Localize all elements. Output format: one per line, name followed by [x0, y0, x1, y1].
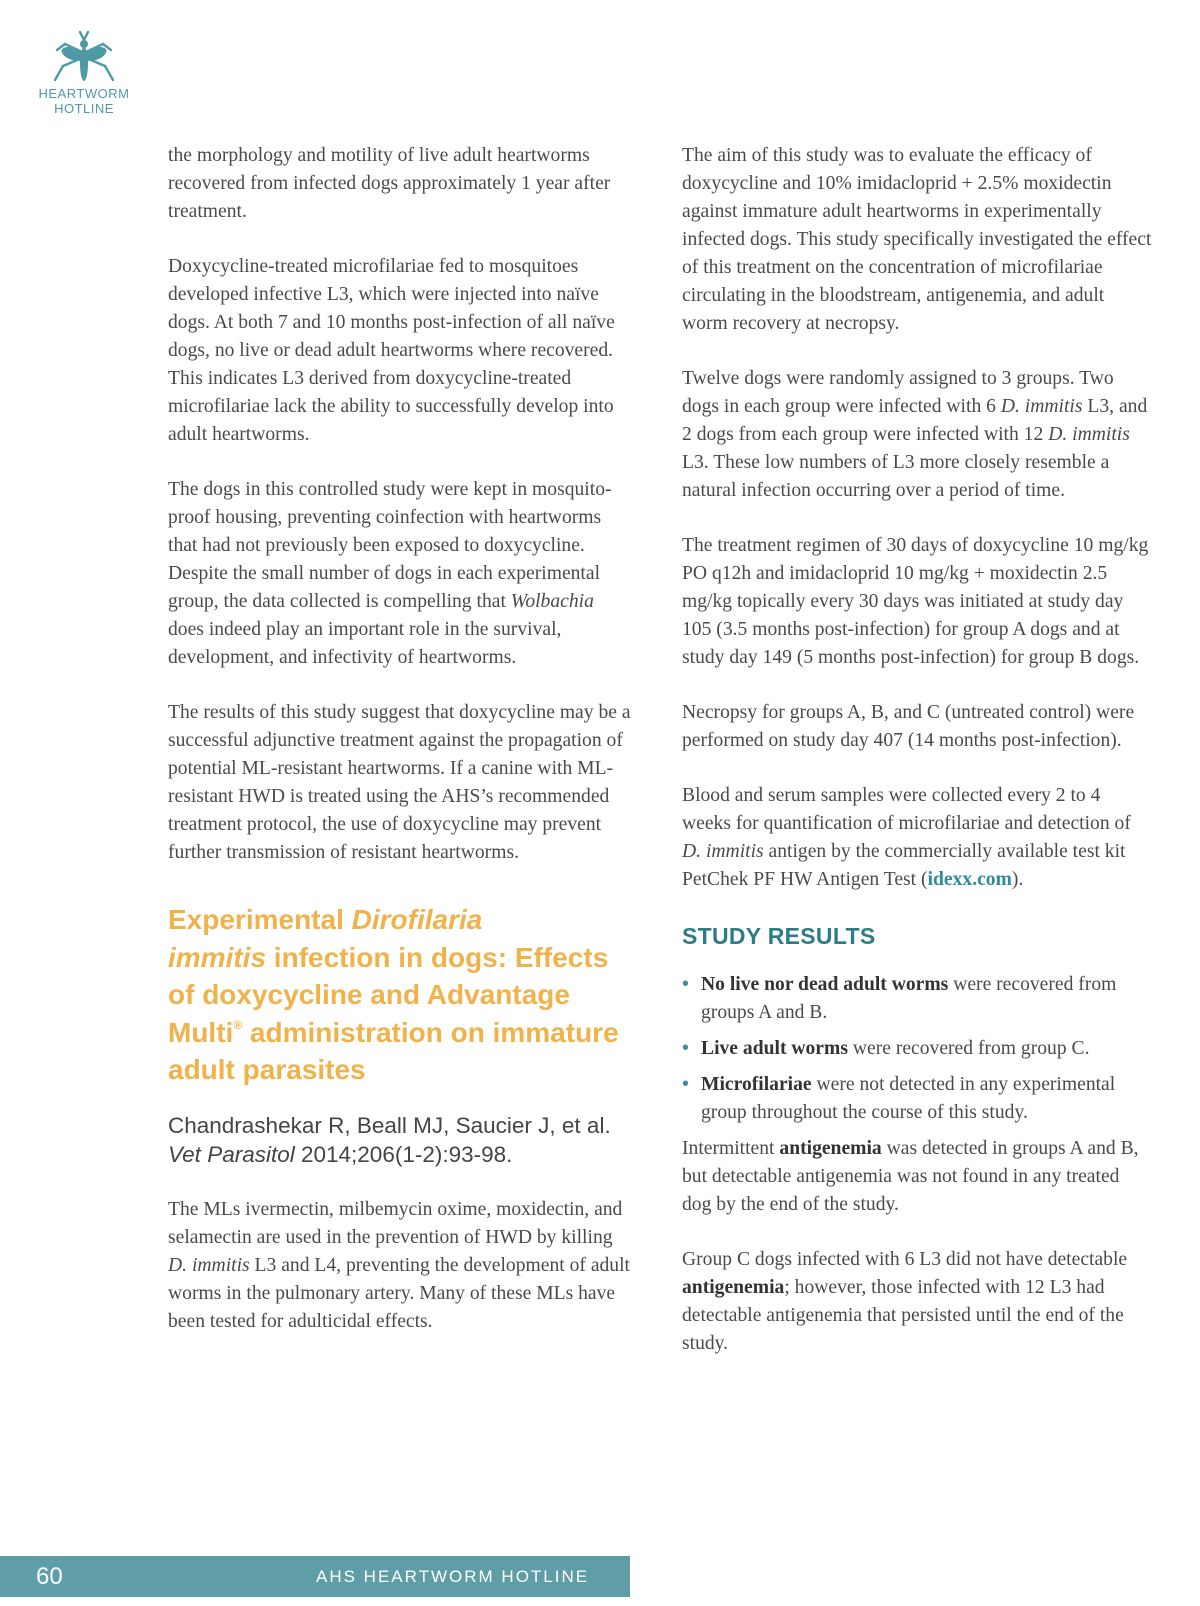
mosquito-icon	[49, 30, 119, 86]
list-item	[682, 971, 1152, 1027]
bold-term: antigenemia	[779, 1138, 882, 1159]
study-results-title: STUDY RESULTS	[682, 923, 876, 949]
bullet-bold: No live nor dead adult worms	[701, 974, 949, 995]
text-span: The MLs ivermectin, milbemycin oxime, moxidectin, and selamectin are used in the prevention of HWD by killing	[168, 1198, 623, 1248]
right-paragraph-2	[682, 365, 1152, 505]
right-paragraph-3: The treatment regimen of 30 days of doxycycline 10 mg/kg PO q12h and imidacloprid 10 mg/kg + moxidectin 2.5 mg/kg topically every 30 days was initiated at study day 105 (3.5 months post-infection) for group A dogs and at study day 149 (5 months post-infection) for group B dogs.	[682, 535, 1149, 668]
text-span: L3. These low numbers of L3 more closely resemble a natural infection occurring over a period of time.	[682, 452, 1110, 501]
footer-title: AHS HEARTWORM HOTLINE	[316, 1567, 590, 1586]
right-column	[682, 142, 1152, 1385]
text-span: Twelve dogs were randomly assigned to 3 groups. Two dogs in each group were infected with 6	[682, 368, 1114, 417]
bullet-text: were recovered from group C.	[847, 1038, 1090, 1059]
text-span: The dogs in this controlled study were kept in mosquito-proof housing, preventing coinfection with heartworms that had not previously been exposed to doxycycline. Despite the small number of dogs in each experimental group, the data collected is compelling that	[168, 479, 612, 612]
text-span: does indeed play an important role in the survival, development, and infectivity of heartworms.	[168, 619, 562, 668]
bullet-text: were recovered from groups A and B.	[701, 974, 1117, 1023]
right-paragraph-7	[682, 1246, 1152, 1358]
heading-text: administration on immature adult parasites	[168, 1016, 619, 1085]
italic-genus: Wolbachia	[510, 591, 594, 612]
italic-species: D. immitis	[168, 1254, 250, 1276]
heading-text: Experimental	[168, 904, 352, 935]
list-item	[682, 1071, 1152, 1127]
left-paragraph-5	[168, 1196, 632, 1336]
citation-journal: Vet Parasitol	[168, 1141, 295, 1167]
text-span: Blood and serum samples were collected every 2 to 4 weeks for quantification of microfilariae and detection of	[682, 785, 1131, 834]
right-paragraph-6	[682, 1135, 1152, 1219]
heartworm-hotline-logo	[28, 30, 140, 116]
italic-species: D. immitis	[1048, 424, 1130, 445]
text-span: ).	[1011, 869, 1024, 890]
text-span: antigen by the commercially available test kit PetChek PF HW Antigen Test (	[682, 841, 1126, 890]
registered-mark: ®	[233, 1017, 243, 1032]
text-span: Intermittent	[682, 1138, 780, 1159]
list-item	[682, 1035, 1152, 1063]
article-citation	[168, 1111, 632, 1169]
idexx-link[interactable]: idexx.com	[927, 869, 1012, 890]
text-span: L3 and L4, preventing the development of adult worms in the pulmonary artery. Many of these MLs have been tested for adulticidal effects.	[168, 1254, 630, 1332]
text-span: L3, and 2 dogs from each group were infected with 12	[682, 396, 1148, 445]
citation-ref: 2014;206(1-2):93-98.	[294, 1141, 513, 1167]
logo-line-2: HOTLINE	[54, 101, 114, 116]
article-heading	[168, 901, 632, 1089]
left-paragraph-1: the morphology and motility of live adult heartworms recovered from infected dogs approximately 1 year after treatment.	[168, 145, 611, 222]
heading-text: infection in dogs: Effects of doxycycline and Advantage Multi	[168, 941, 609, 1048]
results-list	[682, 971, 1152, 1127]
page-footer	[0, 1556, 630, 1597]
heading-italic: immitis	[168, 941, 267, 973]
left-column	[168, 142, 632, 1363]
bullet-text: were not detected in any experimental group throughout the course of this study.	[701, 1074, 1116, 1123]
page-number: 60	[36, 1563, 63, 1590]
right-paragraph-1: The aim of this study was to evaluate the efficacy of doxycycline and 10% imidacloprid + 2.5% moxidectin against immature adult heartworms in experimentally infected dogs. This study specifically investigated the effect of this treatment on the concentration of microfilariae circulating in the bloodstream, antigenemia, and adult worm recovery at necropsy.	[682, 145, 1152, 334]
logo-line-1: HEARTWORM	[38, 86, 130, 101]
italic-species: D. immitis	[1000, 396, 1083, 417]
text-span: ; however, those infected with 12 L3 had detectable antigenemia that persisted until the end of the study.	[682, 1277, 1124, 1354]
italic-species: D. immitis	[682, 841, 764, 862]
bold-term: antigenemia	[682, 1277, 785, 1298]
left-paragraph-2: Doxycycline-treated microfilariae fed to mosquitoes developed infective L3, which were injected into naïve dogs. At both 7 and 10 months post-infection of all naïve dogs, no live or dead adult heartworms where recovered. This indicates L3 derived from doxycycline-treated microfilariae lack the ability to successfully develop into adult heartworms.	[168, 256, 615, 445]
right-paragraph-4: Necropsy for groups A, B, and C (untreated control) were performed on study day 407 (14 months post-infection).	[682, 702, 1135, 751]
bullet-bold: Live adult worms	[701, 1038, 848, 1059]
right-paragraph-5	[682, 782, 1152, 894]
left-paragraph-3	[168, 476, 632, 672]
bullet-icon: •	[682, 974, 689, 995]
text-span: was detected in groups A and B, but detectable antigenemia was not found in any treated dog by the end of the study.	[682, 1138, 1139, 1215]
left-paragraph-4: The results of this study suggest that doxycycline may be a successful adjunctive treatment against the propagation of potential ML-resistant heartworms. If a canine with ML-resistant HWD is treated using the AHS’s recommended treatment protocol, the use of doxycycline may prevent further transmission of resistant heartworms.	[168, 702, 631, 863]
text-span: Group C dogs infected with 6 L3 did not have detectable	[682, 1249, 1128, 1270]
bullet-icon: •	[682, 1074, 689, 1095]
heading-italic: Dirofilaria	[351, 904, 483, 935]
citation-authors: Chandrashekar R, Beall MJ, Saucier J, et al.	[168, 1112, 611, 1138]
bullet-bold: Microfilariae	[701, 1074, 812, 1095]
bullet-icon: •	[682, 1038, 689, 1059]
